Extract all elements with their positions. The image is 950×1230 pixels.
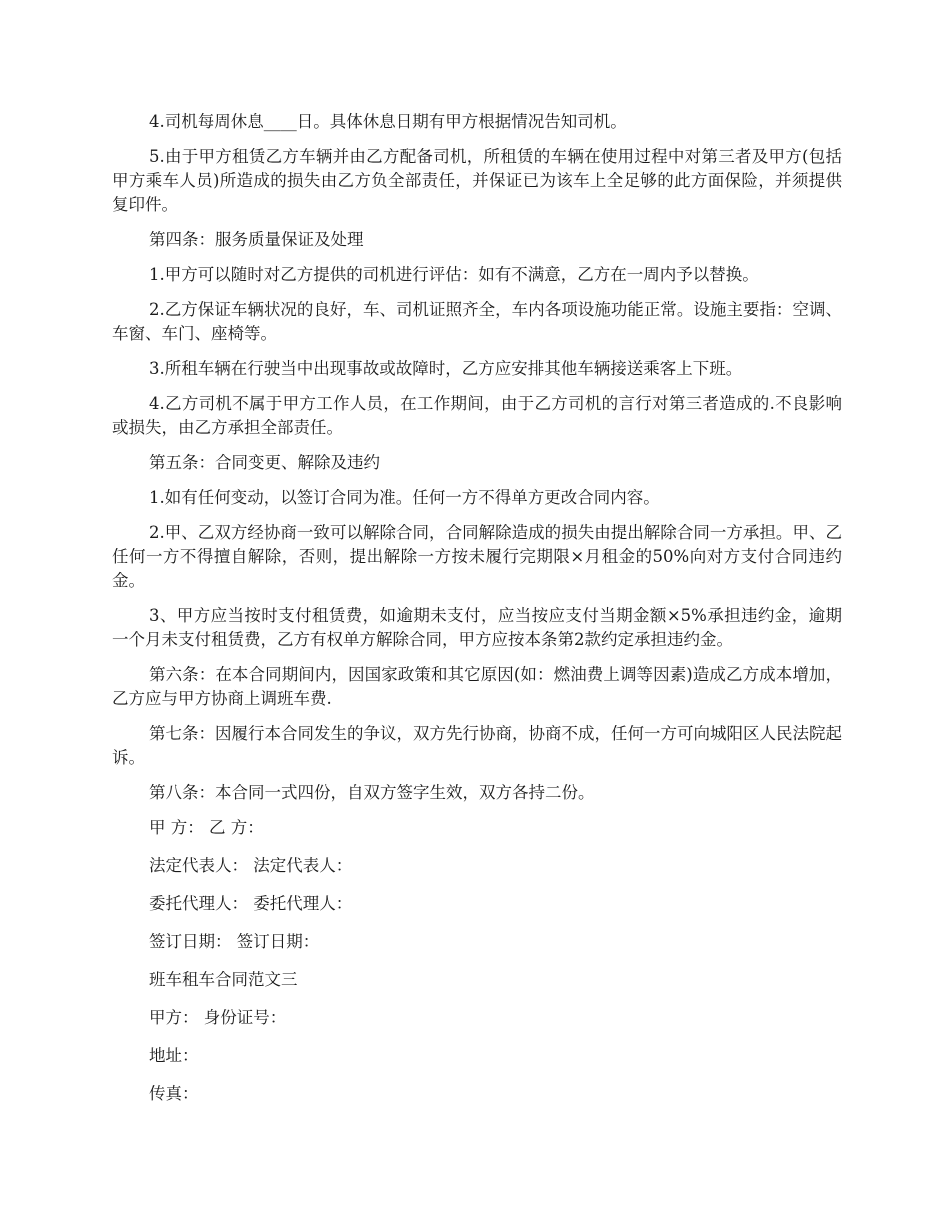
party-names-line: 甲 方： 乙 方： <box>149 818 264 837</box>
signing-date-line: 签订日期： 签订日期： <box>149 932 320 951</box>
fax-line: 传真： <box>149 1084 199 1103</box>
party-a-id-line: 甲方： 身份证号： <box>149 1008 287 1027</box>
authorized-agent-line: 委托代理人： 委托代理人： <box>149 894 353 913</box>
liability-clause: 5.由于甲方租赁乙方车辆并由乙方配备司机，所租赁的车辆在使用过程中对第三者及甲方(包括甲方乘车人员)所造成的损失由乙方负全部责任，并保证已为该车上全足够的此方面保险，并须提供复印件。 <box>112 147 842 214</box>
breakdown-clause: 3.所租车辆在行驶当中出现事故或故障时，乙方应安排其他车辆接送乘客上下班。 <box>149 359 743 378</box>
rest-days-clause: 4.司机每周休息____日。具体休息日期有甲方根据情况告知司机。 <box>149 112 627 131</box>
driver-evaluation-clause: 1.甲方可以随时对乙方提供的司机进行评估：如有不满意，乙方在一周内予以替换。 <box>149 265 759 284</box>
article-6: 第六条：在本合同期间内，因国家政策和其它原因(如：燃油费上调等因素)造成乙方成本增加，乙方应与甲方协商上调班车费. <box>112 665 842 708</box>
article-5-heading: 第五条：合同变更、解除及违约 <box>149 453 380 472</box>
legal-representative-line: 法定代表人： 法定代表人： <box>149 856 353 875</box>
article-7: 第七条：因履行本合同发生的争议，双方先行协商，协商不成，任何一方可向城阳区人民法院起诉。 <box>112 724 842 767</box>
driver-conduct-clause: 4.乙方司机不属于甲方工作人员，在工作期间，由于乙方司机的言行对第三者造成的.不良影响或损失，由乙方承担全部责任。 <box>112 394 842 437</box>
address-line: 地址： <box>149 1046 199 1065</box>
article-8: 第八条：本合同一式四份，自双方签字生效，双方各持二份。 <box>149 783 595 802</box>
termination-clause: 2.甲、乙双方经协商一致可以解除合同，合同解除造成的损失由提出解除合同一方承担。甲、乙任何一方不得擅自解除，否则，提出解除一方按未履行完期限×月租金的50%向对方支付合同违约金。 <box>112 523 842 590</box>
late-payment-clause: 3、甲方应当按时支付租赁费，如逾期未支付，应当按应支付当期金额×5%承担违约金，逾期一个月未支付租赁费，乙方有权单方解除合同，甲方应按本条第2款约定承担违约金。 <box>112 606 842 649</box>
template-three-title: 班车租车合同范文三 <box>149 970 298 989</box>
vehicle-condition-clause: 2.乙方保证车辆状况的良好，车、司机证照齐全，车内各项设施功能正常。设施主要指：空调、车窗、车门、座椅等。 <box>112 300 842 343</box>
contract-change-clause: 1.如有任何变动，以签订合同为准。任何一方不得单方更改合同内容。 <box>149 488 660 507</box>
article-4-heading: 第四条：服务质量保证及处理 <box>149 230 364 249</box>
document-body <box>112 110 842 1120</box>
